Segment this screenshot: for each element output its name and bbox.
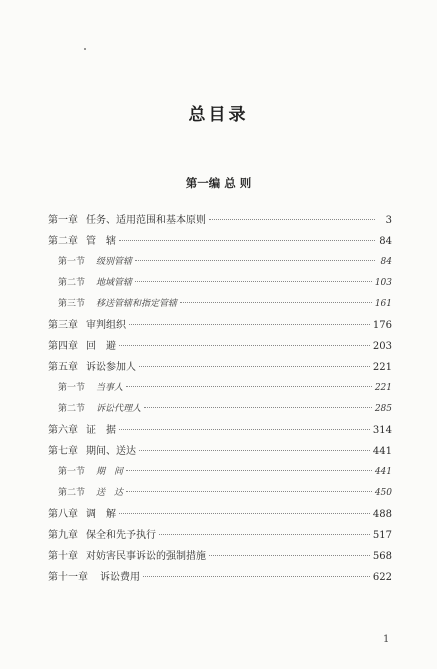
toc-entry-title: 地域管辖 — [96, 278, 133, 288]
toc-entry-number: 第九章 — [48, 530, 78, 541]
toc-entry-page: 203 — [372, 341, 392, 352]
toc-entry-number: 第十一章 — [48, 572, 88, 583]
toc-entry-title: 任务、适用范围和基本原则 — [86, 215, 206, 226]
toc-chapter-entry[interactable] — [48, 504, 392, 525]
dot-leader — [139, 450, 370, 451]
toc-chapter-entry[interactable] — [48, 441, 392, 462]
dot-leader — [144, 407, 372, 408]
toc-entry-page: 176 — [372, 320, 392, 331]
toc-entry-number: 第十章 — [48, 551, 78, 562]
toc-entry-number: 第五章 — [48, 362, 78, 373]
toc-entry-number: 第二节 — [58, 488, 86, 498]
toc-entry-number: 第八章 — [48, 509, 78, 520]
toc-entry-number: 第六章 — [48, 425, 78, 436]
toc-entry-number: 第二节 — [58, 278, 86, 288]
toc-section-entry[interactable] — [48, 378, 392, 399]
toc-entry-number: 第三章 — [48, 320, 78, 331]
toc-entry-page: 161 — [374, 299, 392, 309]
toc-entry-title: 期间、送达 — [86, 446, 136, 457]
dot-leader — [209, 555, 370, 556]
dot-leader — [119, 240, 375, 241]
toc-entry-title: 诉讼参加人 — [86, 362, 136, 373]
dot-leader — [126, 470, 372, 471]
toc-entry-page: 3 — [385, 215, 392, 226]
toc-entry-title: 级别管辖 — [96, 257, 133, 267]
toc-entry-page: 568 — [372, 551, 392, 562]
dot-leader — [159, 534, 370, 535]
toc-entry-title: 当事人 — [96, 383, 124, 393]
toc-entry-page: 84 — [379, 236, 392, 247]
dot-leader — [143, 576, 370, 577]
toc-section-entry[interactable] — [48, 399, 392, 420]
toc-entry-title: 保全和先予执行 — [86, 530, 156, 541]
toc-entry-title: 移送管辖和指定管辖 — [96, 299, 178, 309]
toc-section-entry[interactable] — [48, 294, 392, 315]
toc-chapter-entry[interactable] — [48, 420, 392, 441]
page-title: 总目录 — [188, 105, 249, 125]
toc-entry-number: 第二节 — [58, 404, 86, 414]
toc-entry-number: 第一节 — [58, 383, 86, 393]
dot-leader — [119, 513, 370, 514]
dot-leader — [135, 260, 375, 261]
toc-entry-page: 103 — [374, 278, 392, 288]
toc-entry-page: 622 — [372, 572, 392, 583]
table-of-contents — [48, 210, 392, 588]
dot-leader — [126, 491, 372, 492]
toc-entry-page: 441 — [374, 467, 392, 477]
toc-chapter-entry[interactable] — [48, 231, 392, 252]
toc-entry-title: 诉讼代理人 — [96, 404, 142, 414]
toc-entry-page: 221 — [374, 383, 392, 393]
toc-entry-number: 第四章 — [48, 341, 78, 352]
page-number: 1 — [383, 634, 390, 645]
toc-entry-page: 221 — [372, 362, 392, 373]
toc-entry-title: 审判组织 — [86, 320, 126, 331]
toc-chapter-entry[interactable] — [48, 210, 392, 231]
dot-leader — [119, 429, 370, 430]
toc-entry-page: 488 — [372, 509, 392, 520]
toc-entry-title: 送 达 — [96, 488, 124, 498]
toc-section-entry[interactable] — [48, 252, 392, 273]
toc-entry-number: 第一章 — [48, 215, 78, 226]
toc-chapter-entry[interactable] — [48, 357, 392, 378]
toc-entry-title: 诉讼费用 — [100, 572, 140, 583]
dot-leader — [119, 345, 370, 346]
toc-entry-number: 第二章 — [48, 236, 78, 247]
toc-section-entry[interactable] — [48, 462, 392, 483]
toc-entry-title: 调 解 — [86, 509, 116, 520]
toc-entry-page: 285 — [374, 404, 392, 414]
toc-entry-page: 450 — [374, 488, 392, 498]
toc-chapter-entry[interactable] — [48, 546, 392, 567]
toc-entry-number: 第一节 — [58, 257, 86, 267]
dot-leader — [135, 281, 372, 282]
dot-leader — [139, 366, 370, 367]
toc-entry-title: 管 辖 — [86, 236, 116, 247]
toc-entry-page: 441 — [372, 446, 392, 457]
toc-chapter-entry[interactable] — [48, 315, 392, 336]
dot-leader — [129, 324, 370, 325]
toc-entry-page: 314 — [372, 425, 392, 436]
toc-entry-title: 对妨害民事诉讼的强制措施 — [86, 551, 206, 562]
part-title: 第一编 总 则 — [185, 176, 252, 190]
toc-entry-page: 517 — [372, 530, 392, 541]
toc-entry-number: 第七章 — [48, 446, 78, 457]
dot-leader — [180, 302, 372, 303]
toc-entry-title: 证 据 — [86, 425, 116, 436]
toc-entry-title: 回 避 — [86, 341, 116, 352]
toc-entry-title: 期 间 — [96, 467, 124, 477]
dot-leader — [209, 219, 375, 220]
scan-speck — [84, 48, 86, 50]
toc-entry-page: 84 — [380, 257, 392, 267]
toc-chapter-entry[interactable] — [48, 567, 392, 588]
toc-section-entry[interactable] — [48, 273, 392, 294]
dot-leader — [126, 386, 372, 387]
toc-chapter-entry[interactable] — [48, 525, 392, 546]
toc-section-entry[interactable] — [48, 483, 392, 504]
toc-entry-number: 第三节 — [58, 299, 86, 309]
toc-entry-number: 第一节 — [58, 467, 86, 477]
toc-chapter-entry[interactable] — [48, 336, 392, 357]
